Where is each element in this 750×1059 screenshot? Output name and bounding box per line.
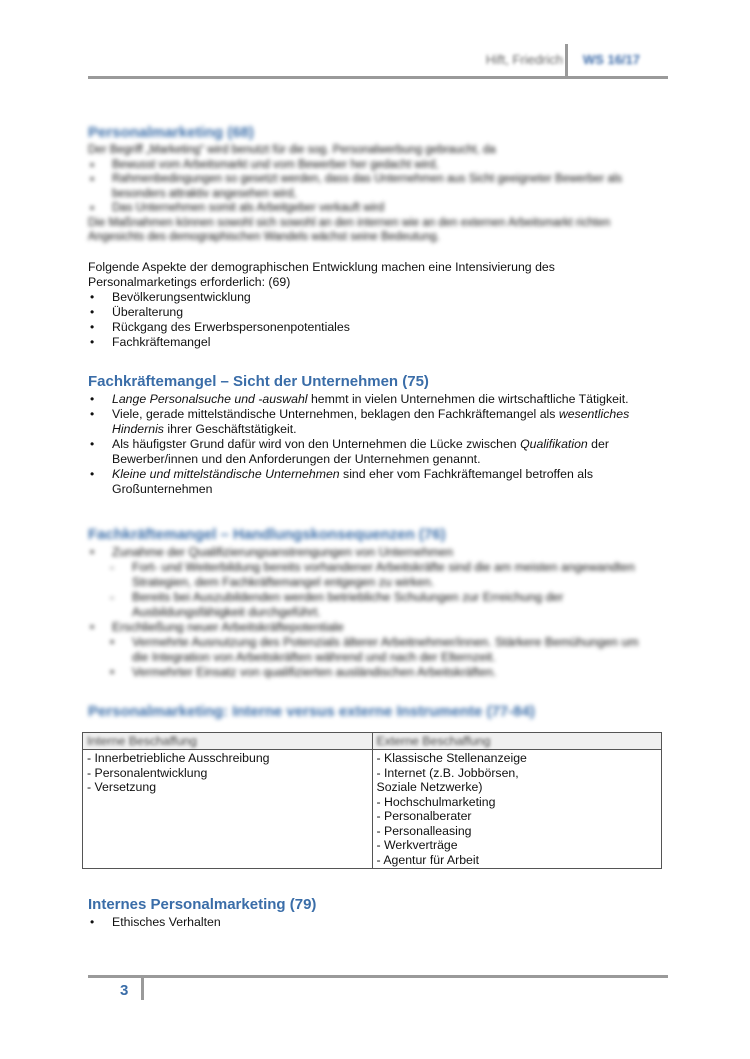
emphasis: Lange Personalsuche und -auswahl <box>112 391 308 406</box>
page-header <box>88 40 668 80</box>
text: Als häufigster Grund dafür wird von den Unternehmen die Lücke zwischen <box>112 436 521 451</box>
instruments-table <box>82 732 662 870</box>
section-fachkraeftemangel-sicht <box>88 372 658 497</box>
emphasis: wesentliches Hindernis <box>112 406 630 436</box>
list-item: • Vermehrte Ausnutzung des Potenzials älterer Arbeitnehmer/innen. Stärkere Bemühungen um die Integration von Arbeitskräften während und nach der Elternzeit. <box>132 635 658 665</box>
section-title: Personalmarketing (68) <box>88 124 254 141</box>
cell-line: - Hochschulmarketing <box>376 794 496 809</box>
section-title: Fachkräftemangel – Handlungskonsequenzen (76) <box>88 525 446 543</box>
table-row <box>83 750 662 869</box>
sub-list <box>88 635 658 680</box>
list-item: • Vermehrter Einsatz von qualifizierten ausländischen Arbeitskräften. <box>132 665 658 680</box>
emphasis: Qualifikation <box>520 436 588 451</box>
list-item: - Bereits bei Auszubildenden werden betriebliche Schulungen zur Erreichung der Ausbildungsfähigkeit durchgeführt. <box>132 590 658 620</box>
text: der Bewerber/innen und den Anforderungen der Unternehmen genannt. <box>112 436 609 466</box>
section-title: Fachkräftemangel – Sicht der Unternehmen (75) <box>88 372 429 390</box>
cell-line: - Werkverträge <box>376 838 458 852</box>
list-item: • Rückgang des Erwerbspersonenpotentiales <box>112 320 658 335</box>
page-number: 3 <box>120 982 129 999</box>
bullet-list <box>88 915 658 930</box>
section-title: Personalmarketing: Interne versus externe Instrumente (77-84) <box>88 702 535 720</box>
paragraph: Folgende Aspekte der demographischen Entwicklung machen eine Intensivierung des Personalmarketings erforderlich: (69) <box>88 259 555 289</box>
paragraph: Angesichts des demographischen Wandels wächst seine Bedeutung. <box>88 231 440 243</box>
list-item <box>112 392 658 407</box>
list-item: • Ethisches Verhalten <box>112 915 658 930</box>
list-item: • Bevölkerungsentwicklung <box>112 290 658 305</box>
sub-list <box>88 560 658 620</box>
paragraph: Die Maßnahmen können sowohl sich sowohl an den internen wie an den externen Arbeitsmarkt richten <box>88 216 611 229</box>
text: ihrer Geschäftstätigkeit. <box>163 421 297 436</box>
bullet-list <box>88 392 658 497</box>
footer-rule <box>88 975 668 978</box>
section-internes-personalmarketing <box>88 895 658 930</box>
bullet-list <box>88 290 658 350</box>
list-item <box>112 467 658 497</box>
list-item: • Fachkräftemangel <box>112 335 658 350</box>
list-item <box>112 437 658 467</box>
section-handlungskonsequenzen <box>88 525 658 680</box>
section-personalmarketing <box>88 123 658 245</box>
cell-line: - Klassische Stellenanzeige <box>376 751 527 765</box>
cell-line: - Innerbetriebliche Ausschreibung <box>87 751 270 765</box>
text: hemmt in vielen Unternehmen die wirtschaftliche Tätigkeit. <box>307 391 629 406</box>
column-header-external: Externe Beschaffung <box>372 732 662 750</box>
list-item: • Rahmenbedingungen so gesetzt werden, dass das Unternehmen aus Sicht geeigneter Bewerber als besonders attraktiv angesehen wird, <box>112 172 658 201</box>
text: Viele, gerade mittelständische Unternehmen, beklagen den Fachkräftemangel als <box>112 406 559 421</box>
list-item: • Bewusst vom Arbeitsmarkt und vom Bewerber her gedacht wird, <box>112 158 658 173</box>
table-header-row <box>83 732 662 750</box>
emphasis: Kleine und mittelständische Unternehmen <box>112 466 340 481</box>
cell-line: - Versetzung <box>87 780 157 794</box>
cell-line: - Personalentwicklung <box>87 765 208 780</box>
page-content <box>88 123 658 930</box>
section-title: Internes Personalmarketing (79) <box>88 896 317 913</box>
list-item: • Das Unternehmen somit als Arbeitgeber verkauft wird <box>112 201 658 216</box>
section-instrumente <box>88 702 658 870</box>
list-item: • Erschließung neuer Arbeitskräftepotentiale <box>112 620 658 635</box>
header-rule <box>88 76 668 79</box>
cell-external <box>372 750 662 869</box>
section-demography <box>88 260 658 350</box>
header-separator <box>565 44 568 78</box>
bullet-list <box>88 545 658 560</box>
cell-line: - Personalberater <box>376 809 472 823</box>
list-item: • Überalterung <box>112 305 658 320</box>
cell-line: - Personalleasing <box>376 823 472 838</box>
bullet-list <box>88 158 658 216</box>
cell-line: - Agentur für Arbeit <box>376 852 480 867</box>
list-item <box>112 407 658 437</box>
bullet-list <box>88 620 658 635</box>
header-semester: WS 16/17 <box>582 52 640 67</box>
footer-separator <box>141 978 144 1000</box>
paragraph: Der Begriff „Marketing“ wird benutzt für die sog. Personalwerbung gebraucht, da <box>88 144 496 156</box>
cell-internal <box>83 750 373 869</box>
cell-line: - Internet (z.B. Jobbörsen, <box>376 765 519 780</box>
header-author: Hift, Friedrich <box>485 52 563 67</box>
list-item: - Fort- und Weiterbildung bereits vorhandener Arbeitskräfte sind die am meisten angewandten Strategien, dem Fachkräftemangel entgegen zu wirken. <box>132 560 658 590</box>
cell-line: Soziale Netzwerke) <box>376 780 483 794</box>
column-header-internal: Interne Beschaffung <box>83 732 373 750</box>
list-item: • Zunahme der Qualifizierungsanstrengungen von Unternehmen <box>112 545 658 560</box>
text: sind eher vom Fachkräftemangel betroffen als Großunternehmen <box>112 466 593 496</box>
